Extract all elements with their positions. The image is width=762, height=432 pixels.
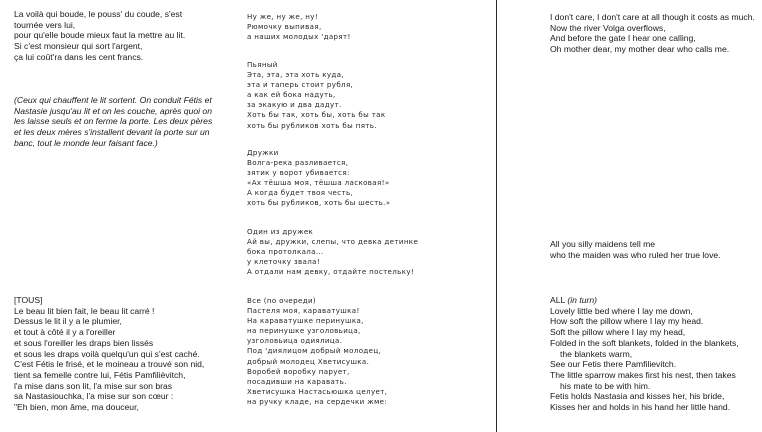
text-line: How soft the pillow where I lay my head. xyxy=(550,316,704,327)
text-line: Хоть бы так, хоть бы, хоть бы так xyxy=(247,110,386,120)
text-line: Хветисушка Настасьюшка целует, xyxy=(247,386,388,396)
text-line: his mate to be with him. xyxy=(560,380,651,391)
text-line: the blankets warm, xyxy=(560,348,633,359)
speaker-heading: Пьяный xyxy=(247,60,278,69)
text-line: All you silly maidens tell me xyxy=(550,239,656,249)
text-line: pour qu'elle boude mieux faut la mettre au lit. xyxy=(14,30,186,41)
text-line: Рюмочку выпивая, xyxy=(247,22,322,32)
text-line: на перинушке узголовьица, xyxy=(247,326,361,336)
speaker-heading: Дружки xyxy=(247,148,279,157)
text-line: на ручку кладе, на сердечки жме: xyxy=(247,396,388,406)
text-line: Folded in the soft blankets, folded in the blankets, xyxy=(550,337,739,348)
text-line: La voilà qui boude, le pouss' du coude, s'est xyxy=(14,9,183,19)
text-line: бока протолкала... xyxy=(247,247,324,257)
text-line: les laisse seuls et on ferme la porte. Les deux pères xyxy=(14,116,213,127)
text-line: А когда будет твоя честь, xyxy=(247,188,354,198)
text-line: хоть бы рубликов, хоть бы шесть.» xyxy=(247,198,391,208)
text-line: Ну же, ну же, ну! xyxy=(247,12,319,21)
text-line: And before the gate I hear one calling, xyxy=(550,33,696,44)
text-line: На караватушке перинушка, xyxy=(247,316,364,326)
text-line: эта и таперь стоит рубля, xyxy=(247,80,354,90)
text-line: зятик у ворот убивается: xyxy=(247,168,350,178)
text-line: добрый молодец Хветисушка. xyxy=(247,356,370,366)
text-line: l'a mise dans son lit, l'a mise sur son bras xyxy=(14,380,173,391)
speaker-label: ALL xyxy=(550,295,565,305)
text-line: «Ах тёшша моя, тёшша ласковая!» xyxy=(247,178,390,188)
french-verse-1 xyxy=(14,9,185,63)
text-line: Эта, эта, эта хоть куда, xyxy=(247,70,344,80)
text-line: tournée vers lui, xyxy=(14,19,76,30)
russian-bridesmaids-section xyxy=(247,148,390,209)
text-line: C'est Fétis le frisé, et le moineau a trouvé son nid, xyxy=(14,359,205,370)
text-line: Si c'est monsieur qui sort l'argent, xyxy=(14,41,143,52)
text-line: Dessus le lit il y a le plumier, xyxy=(14,316,122,327)
speaker-note: (in turn) xyxy=(567,295,597,305)
text-line: у клеточку звала! xyxy=(247,257,321,267)
text-line: I don't care, I don't care at all though it costs as much. xyxy=(550,12,755,22)
english-verse-1 xyxy=(550,12,755,55)
text-line: Oh mother dear, my mother dear who calls me. xyxy=(550,44,730,55)
text-line: tient sa femelle contre lui, Fétis Pamfilièvitch, xyxy=(14,369,186,380)
text-line: [TOUS] xyxy=(14,295,43,305)
page-divider xyxy=(496,0,497,432)
text-line: et sous les draps voilà quelqu'un qui s'est caché. xyxy=(14,348,200,359)
text-line: хоть бы рубликов хоть бы пять. xyxy=(247,120,377,130)
text-line: Kisses her and holds in his hand her little hand. xyxy=(550,402,731,413)
text-line: Волга-река разливается, xyxy=(247,158,349,168)
text-line: et les deux mères s'installent devant la porte sur un xyxy=(14,127,210,138)
speaker-heading xyxy=(550,295,739,306)
text-line: а наших молодых 'дарят! xyxy=(247,32,351,42)
text-line: Nastasie jusqu'au lit et on les couche, après quoi on xyxy=(14,105,212,116)
text-line: Под 'диялицом добрый молодец, xyxy=(247,346,382,356)
text-line: Le beau lit bien fait, le beau lit carré ! xyxy=(14,305,155,316)
text-line: banc, tout le monde leur faisant face.) xyxy=(14,137,158,148)
text-line: See our Fetis there Pamfilievitch. xyxy=(550,359,677,370)
speaker-heading: Один из дружек xyxy=(247,227,314,236)
text-line: Now the river Volga overflows, xyxy=(550,22,666,33)
text-line: sa Nastasiouchka, l'a mise sur son cœur : xyxy=(14,391,174,402)
text-line: Пастеля моя, караватушка! xyxy=(247,306,360,316)
text-line: The little sparrow makes first his nest, then takes xyxy=(550,369,736,380)
text-line: Soft the pillow where I lay my head, xyxy=(550,327,686,338)
text-line: et sous l'oreiller les draps bien lissés xyxy=(14,337,154,348)
text-line: ça lui coût'ra dans les cent francs. xyxy=(14,51,144,62)
text-line: а как ей бока надуть, xyxy=(247,90,336,100)
text-line: Fetis holds Nastasia and kisses her, his bride, xyxy=(550,391,725,402)
text-line: А отдали нам девку, отдайте постельку! xyxy=(247,267,415,277)
stage-direction xyxy=(14,95,212,149)
russian-verse-1 xyxy=(247,12,351,42)
french-verse-2 xyxy=(14,295,204,413)
text-line: Ай вы, дружки, слепы, что девка детинке xyxy=(247,237,419,247)
text-line: "Eh bien, mon âme, ma douceur, xyxy=(14,402,139,413)
text-line: (Ceux qui chauffent le lit sortent. On conduit Fétis et xyxy=(14,95,212,105)
text-line: посадивши на каравать. xyxy=(247,376,347,386)
russian-one-section xyxy=(247,227,418,277)
text-line: who the maiden was who ruled her true love. xyxy=(550,249,721,260)
speaker-heading: Все (по очереди) xyxy=(247,296,317,305)
english-verse-3 xyxy=(550,295,739,413)
text-line: за экакую и два дадут. xyxy=(247,100,342,110)
russian-drunk-section xyxy=(247,60,386,131)
russian-all-section xyxy=(247,296,387,407)
english-verse-2 xyxy=(550,239,721,260)
text-line: et tout à côté il y a l'oreiller xyxy=(14,327,116,338)
text-line: Воробей воробку парует, xyxy=(247,366,350,376)
text-line: Lovely little bed where I lay me down, xyxy=(550,305,693,316)
text-line: узголовьица одиялица. xyxy=(247,336,343,346)
